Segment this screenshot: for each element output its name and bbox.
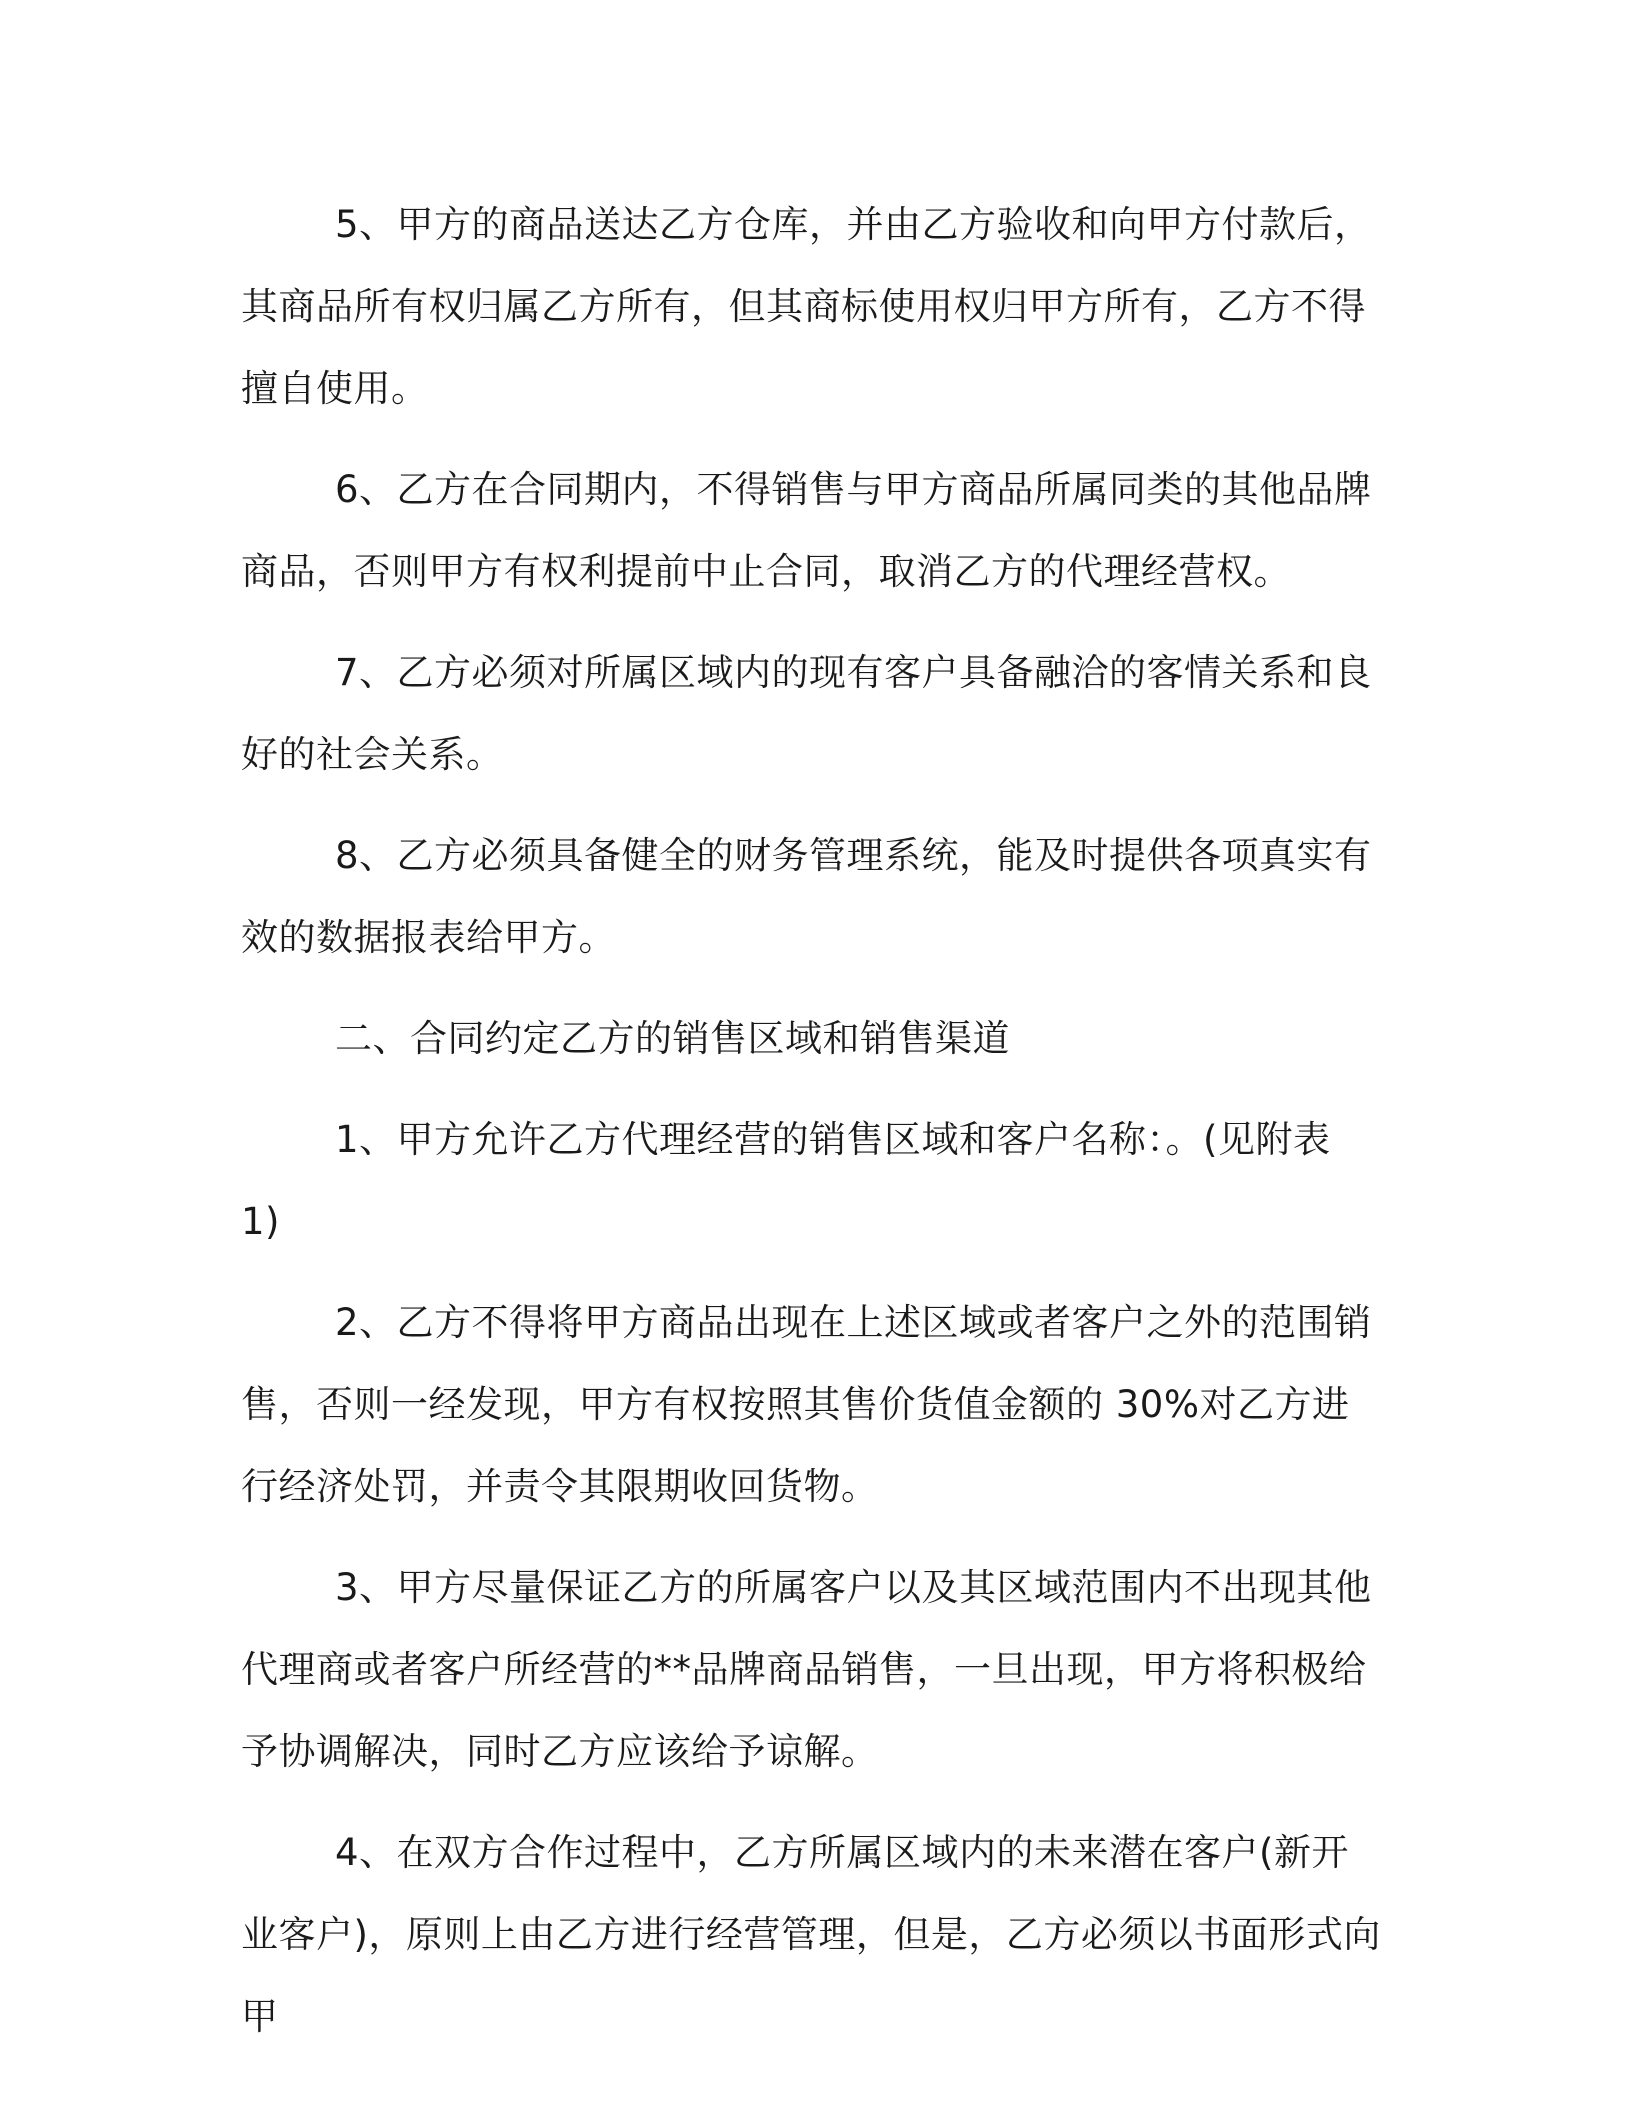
document-body <box>241 184 1381 2077</box>
section-2-clause-2-paragraph: 2、乙方不得将甲方商品出现在上述区域或者客户之外的范围销售，否则一经发现，甲方有权按照其售价货值金额的 30%对乙方进行经济处罚，并责令其限期收回货物。 <box>241 1301 1372 1508</box>
clause-7-paragraph: 7、乙方必须对所属区域内的现有客户具备融洽的客情关系和良好的社会关系。 <box>241 651 1372 776</box>
clause-8-paragraph: 8、乙方必须具备健全的财务管理系统，能及时提供各项真实有效的数据报表给甲方。 <box>241 834 1372 959</box>
clause-6-paragraph: 6、乙方在合同期内，不得销售与甲方商品所属同类的其他品牌商品，否则甲方有权利提前中止合同，取消乙方的代理经营权。 <box>241 468 1372 593</box>
section-2-clause-3-paragraph: 3、甲方尽量保证乙方的所属客户以及其区域范围内不出现其他代理商或者客户所经营的**品牌商品销售，一旦出现，甲方将积极给予协调解决，同时乙方应该给予谅解。 <box>241 1566 1372 1773</box>
section-2-clause-1-paragraph: 1、甲方允许乙方代理经营的销售区域和客户名称：。(见附表 1) <box>241 1118 1331 1243</box>
section-2-clause-4-paragraph: 4、在双方合作过程中，乙方所属区域内的未来潜在客户(新开业客户)，原则上由乙方进行经营管理，但是，乙方必须以书面形式向甲 <box>241 1831 1381 2038</box>
clause-5-paragraph: 5、甲方的商品送达乙方仓库，并由乙方验收和向甲方付款后，其商品所有权归属乙方所有，但其商标使用权归甲方所有，乙方不得擅自使用。 <box>241 203 1372 410</box>
section-2-heading: 二、合同约定乙方的销售区域和销售渠道 <box>335 1017 1010 1060</box>
